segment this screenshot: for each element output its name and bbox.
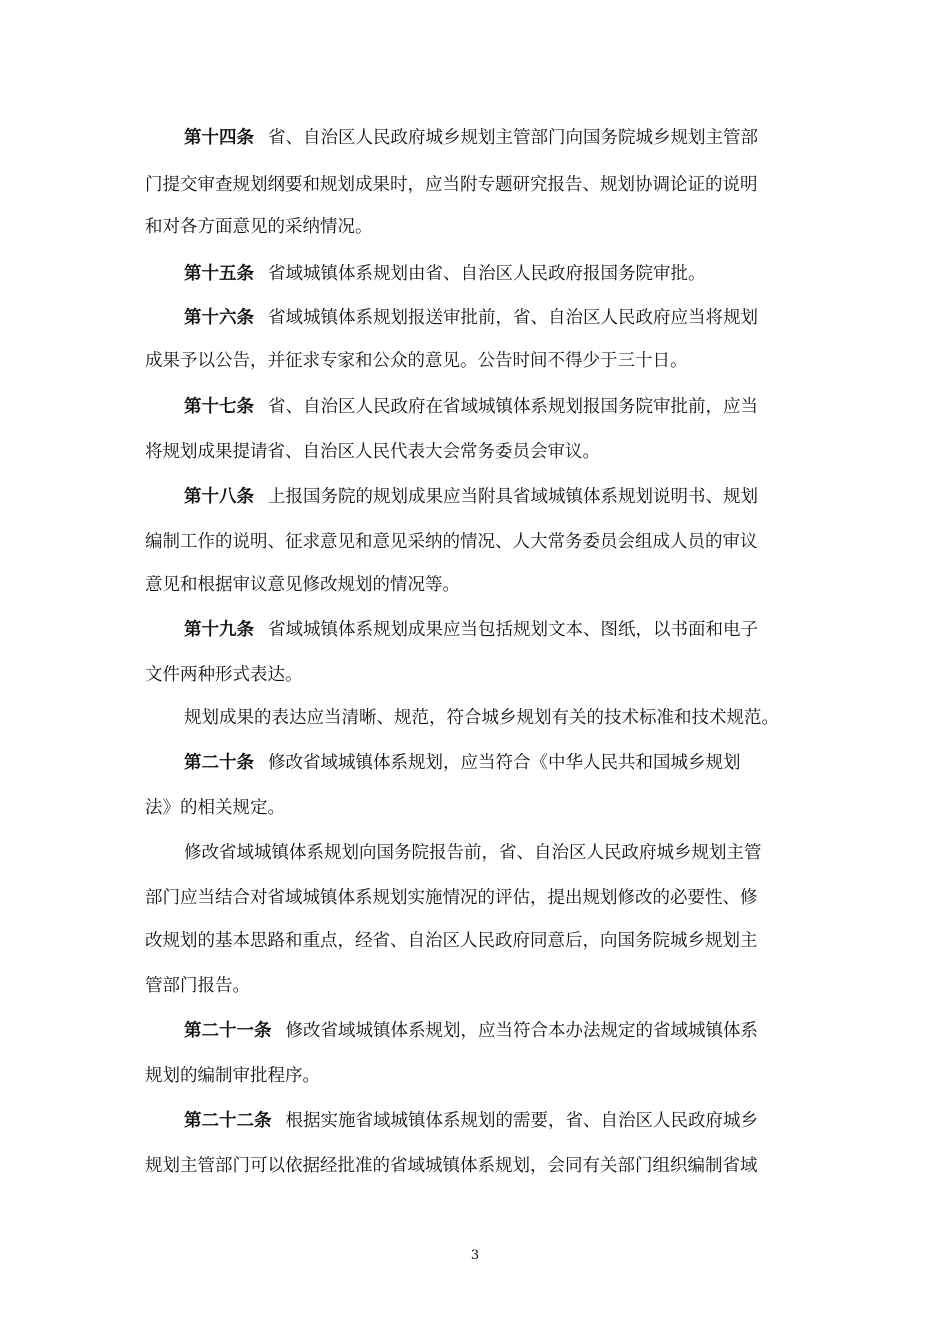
article-16-line-1: 第十六条 省域城镇体系规划报送审批前，省、自治区人民政府应当将规划 xyxy=(184,308,758,328)
article-17-heading: 第十七条 xyxy=(184,397,254,417)
article-17-line-1: 第十七条 省、自治区人民政府在省域城镇体系规划报国务院审批前，应当 xyxy=(184,397,758,417)
article-19-line-1: 第十九条 省域城镇体系规划成果应当包括规划文本、图纸，以书面和电子 xyxy=(184,620,758,640)
article-20-line-2: 法》的相关规定。 xyxy=(145,798,285,818)
article-20-paragraph-2-line-1: 修改省域城镇体系规划向国务院报告前，省、自治区人民政府城乡规划主管 xyxy=(184,843,762,863)
article-15-line-1: 第十五条 省域城镇体系规划由省、自治区人民政府报国务院审批。 xyxy=(184,264,706,284)
article-20-heading: 第二十条 xyxy=(184,753,254,773)
article-21-heading: 第二十一条 xyxy=(184,1021,272,1041)
article-21-line-2: 规划的编制审批程序。 xyxy=(145,1066,320,1086)
article-20-paragraph-2-line-4: 管部门报告。 xyxy=(145,976,250,996)
article-20-paragraph-2-line-3: 改规划的基本思路和重点，经省、自治区人民政府同意后，向国务院城乡规划主 xyxy=(145,931,758,951)
article-18-heading: 第十八条 xyxy=(184,487,254,507)
article-14-line-1: 第十四条 省、自治区人民政府城乡规划主管部门向国务院城乡规划主管部 xyxy=(184,128,758,148)
article-19-heading: 第十九条 xyxy=(184,620,254,640)
article-20-line-1: 第二十条 修改省域城镇体系规划，应当符合《中华人民共和国城乡规划 xyxy=(184,753,741,773)
article-19-line-2: 文件两种形式表达。 xyxy=(145,665,303,685)
article-15-heading: 第十五条 xyxy=(184,264,254,284)
article-14-heading: 第十四条 xyxy=(184,128,254,148)
article-21-line-1: 第二十一条 修改省域城镇体系规划，应当符合本办法规定的省域城镇体系 xyxy=(184,1021,758,1041)
article-17-line-2: 将规划成果提请省、自治区人民代表大会常务委员会审议。 xyxy=(145,442,600,462)
article-22-heading: 第二十二条 xyxy=(184,1111,272,1131)
article-22-line-2: 规划主管部门可以依据经批准的省域城镇体系规划，会同有关部门组织编制省域 xyxy=(145,1156,758,1176)
article-14-line-3: 和对各方面意见的采纳情况。 xyxy=(145,217,373,237)
article-20-paragraph-2-line-2: 部门应当结合对省域城镇体系规划实施情况的评估，提出规划修改的必要性、修 xyxy=(145,888,758,908)
article-18-line-2: 编制工作的说明、征求意见和意见采纳的情况、人大常务委员会组成人员的审议 xyxy=(145,532,758,552)
article-22-line-1: 第二十二条 根据实施省域城镇体系规划的需要，省、自治区人民政府城乡 xyxy=(184,1111,758,1131)
article-19-paragraph-2: 规划成果的表达应当清晰、规范，符合城乡规划有关的技术标准和技术规范。 xyxy=(184,708,779,728)
article-16-heading: 第十六条 xyxy=(184,308,254,328)
article-18-line-3: 意见和根据审议意见修改规划的情况等。 xyxy=(145,575,460,595)
page-number: 3 xyxy=(470,1248,480,1263)
article-18-line-1: 第十八条 上报国务院的规划成果应当附具省域城镇体系规划说明书、规划 xyxy=(184,487,758,507)
article-14-line-2: 门提交审查规划纲要和规划成果时，应当附专题研究报告、规划协调论证的说明 xyxy=(145,175,758,195)
article-16-line-2: 成果予以公告，并征求专家和公众的意见。公告时间不得少于三十日。 xyxy=(145,351,688,371)
